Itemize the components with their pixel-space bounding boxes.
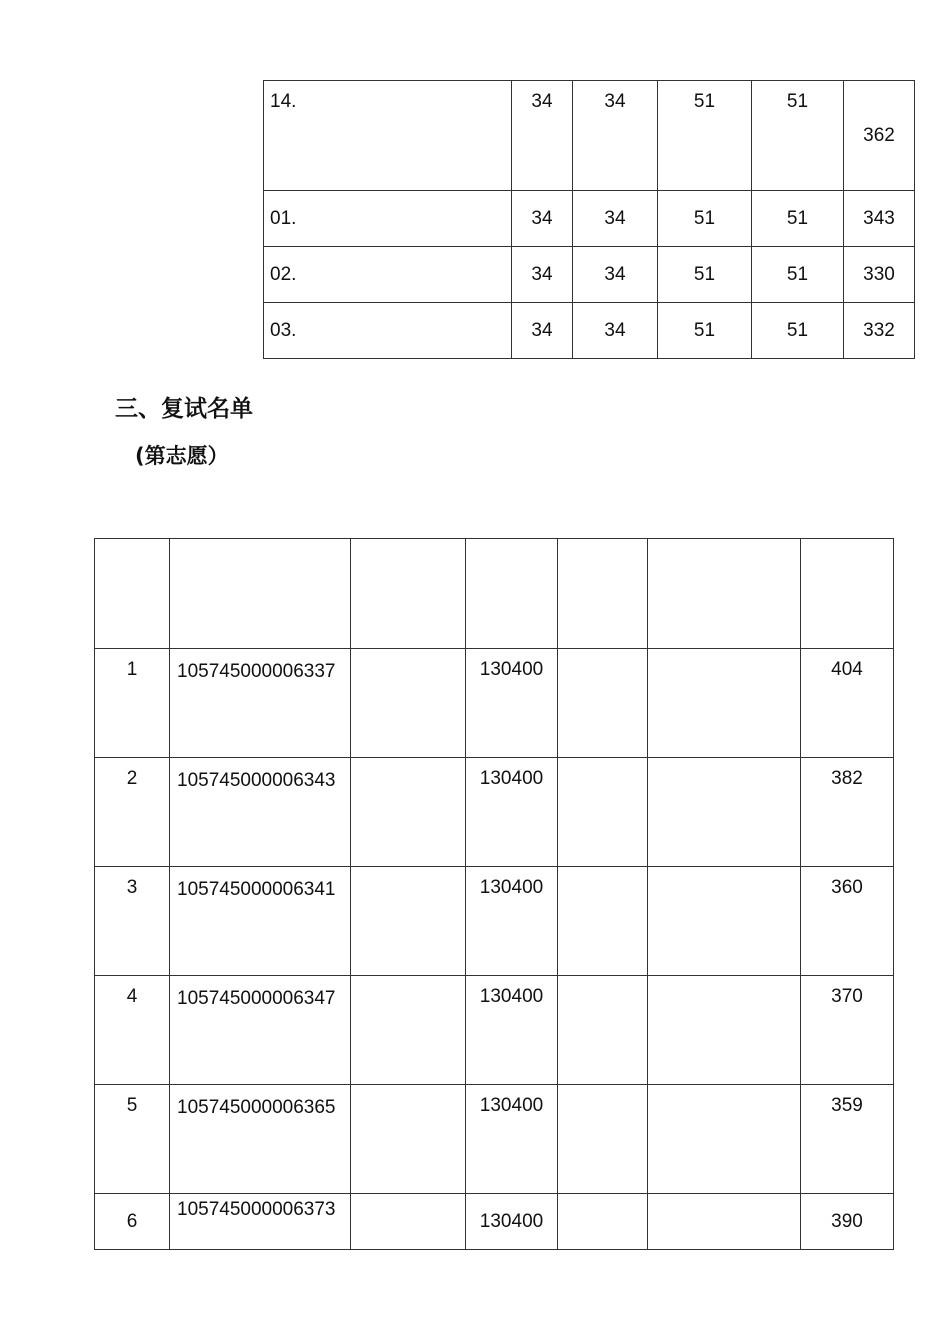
- row-index-cell: 1: [95, 649, 170, 758]
- empty-cell: [351, 867, 466, 976]
- score-cell: 34: [512, 191, 573, 247]
- score-cell: 34: [573, 247, 658, 303]
- header-cell: [170, 539, 351, 649]
- empty-cell: [648, 1085, 801, 1194]
- empty-cell: [351, 1085, 466, 1194]
- score-cell: 51: [752, 303, 844, 359]
- exam-number-cell: 105745000006373: [170, 1194, 351, 1250]
- empty-cell: [558, 867, 648, 976]
- table-row: [264, 81, 915, 191]
- empty-cell: [648, 649, 801, 758]
- row-index-cell: 6: [95, 1194, 170, 1250]
- major-code-cell: 130400: [466, 649, 558, 758]
- score-cell: 51: [658, 247, 752, 303]
- row-index-cell: 4: [95, 976, 170, 1085]
- total-score-cell: 332: [844, 303, 915, 359]
- table-row: [264, 247, 915, 303]
- empty-cell: [351, 1194, 466, 1250]
- major-code-cell: 03.: [264, 303, 512, 359]
- score-cell: 34: [573, 191, 658, 247]
- score-cell: 34: [512, 247, 573, 303]
- row-index-cell: 5: [95, 1085, 170, 1194]
- exam-number-cell: 105745000006337: [170, 649, 351, 758]
- empty-cell: [648, 1194, 801, 1250]
- exam-number-cell: 105745000006365: [170, 1085, 351, 1194]
- major-code-cell: 14.: [264, 81, 512, 191]
- table-row: [95, 976, 894, 1085]
- empty-cell: [648, 976, 801, 1085]
- total-score-cell: 343: [844, 191, 915, 247]
- score-cell: 51: [658, 191, 752, 247]
- empty-cell: [558, 976, 648, 1085]
- section-heading: 三、复试名单: [115, 396, 253, 422]
- score-cell: 34: [512, 303, 573, 359]
- total-score-cell: 390: [801, 1194, 894, 1250]
- score-cell: 34: [573, 303, 658, 359]
- major-code-cell: 130400: [466, 867, 558, 976]
- major-code-cell: 130400: [466, 976, 558, 1085]
- score-cell: 51: [752, 191, 844, 247]
- table-row: [95, 867, 894, 976]
- retest-list-table: [94, 538, 894, 1250]
- total-score-cell: 370: [801, 976, 894, 1085]
- table-row: [264, 191, 915, 247]
- table-row: [264, 303, 915, 359]
- score-line-table: [263, 80, 915, 359]
- section-subheading: (第志愿）: [135, 444, 229, 468]
- score-cell: 34: [512, 81, 573, 191]
- total-score-cell: 330: [844, 247, 915, 303]
- total-score-cell: 360: [801, 867, 894, 976]
- exam-number-cell: 105745000006341: [170, 867, 351, 976]
- score-cell: 51: [658, 81, 752, 191]
- empty-cell: [558, 1194, 648, 1250]
- table-header-row: [95, 539, 894, 649]
- header-cell: [648, 539, 801, 649]
- total-score-cell: 359: [801, 1085, 894, 1194]
- table-row: [95, 758, 894, 867]
- exam-number-cell: 105745000006347: [170, 976, 351, 1085]
- row-index-cell: 3: [95, 867, 170, 976]
- row-index-cell: 2: [95, 758, 170, 867]
- header-cell: [801, 539, 894, 649]
- total-score-cell: 382: [801, 758, 894, 867]
- major-code-cell: 130400: [466, 1085, 558, 1194]
- exam-number-cell: 105745000006343: [170, 758, 351, 867]
- header-cell: [95, 539, 170, 649]
- major-code-cell: 130400: [466, 758, 558, 867]
- table-row: [95, 649, 894, 758]
- major-code-cell: 01.: [264, 191, 512, 247]
- empty-cell: [351, 976, 466, 1085]
- major-code-cell: 130400: [466, 1194, 558, 1250]
- total-score-cell: 404: [801, 649, 894, 758]
- empty-cell: [558, 649, 648, 758]
- empty-cell: [351, 649, 466, 758]
- header-cell: [558, 539, 648, 649]
- empty-cell: [351, 758, 466, 867]
- table-row: [95, 1085, 894, 1194]
- empty-cell: [558, 1085, 648, 1194]
- score-cell: 51: [752, 247, 844, 303]
- header-cell: [351, 539, 466, 649]
- empty-cell: [648, 867, 801, 976]
- empty-cell: [648, 758, 801, 867]
- score-cell: 51: [658, 303, 752, 359]
- empty-cell: [558, 758, 648, 867]
- total-score-cell: 362: [844, 81, 915, 191]
- score-cell: 51: [752, 81, 844, 191]
- header-cell: [466, 539, 558, 649]
- major-code-cell: 02.: [264, 247, 512, 303]
- score-cell: 34: [573, 81, 658, 191]
- table-row: [95, 1194, 894, 1250]
